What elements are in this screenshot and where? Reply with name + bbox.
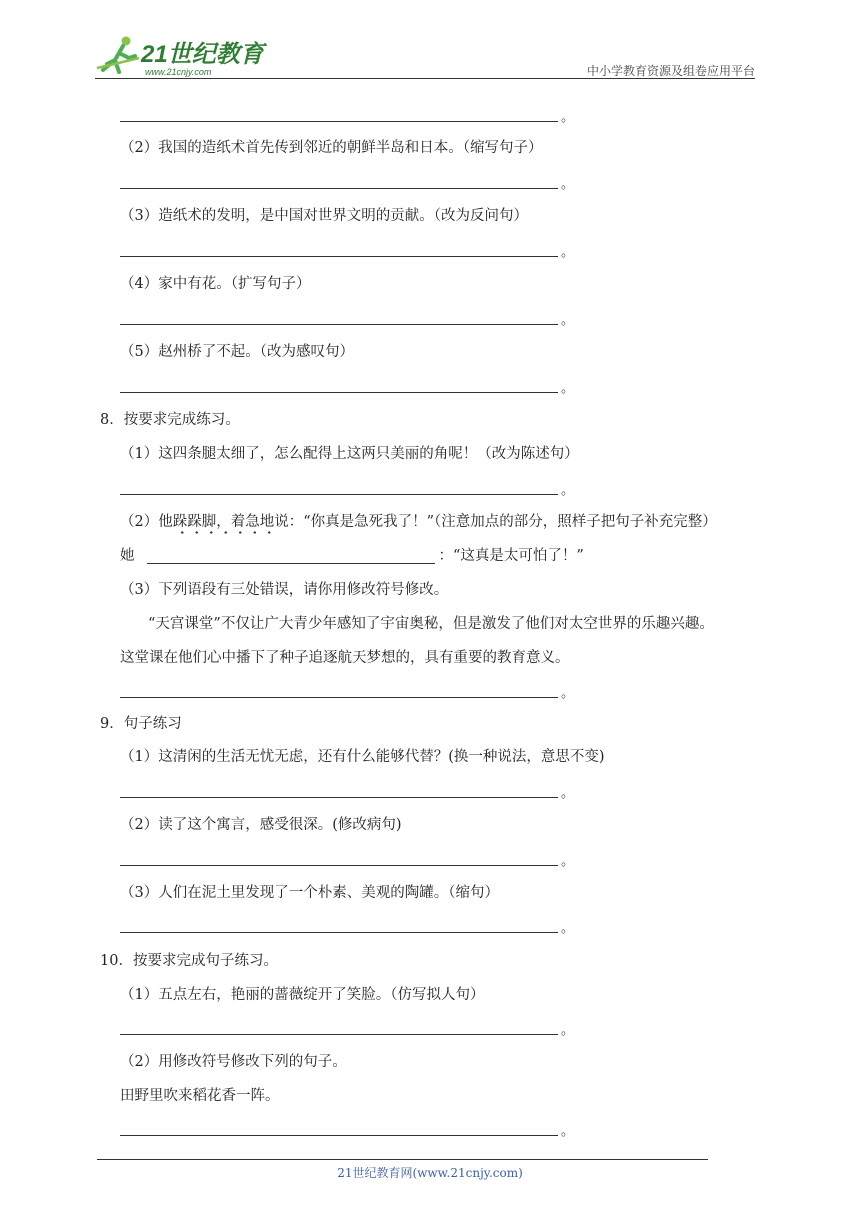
q8-sub2-end: ：“这真是太可怕了！” — [438, 548, 584, 564]
q8-sub2-pre: （2）他 — [120, 514, 173, 530]
q8-sub2-post: 说：“你真是急死我了！”（注意加点的部分，照样子把句子补充完整） — [274, 514, 717, 530]
answer-line[interactable] — [120, 324, 558, 325]
period-mark: 。 — [561, 483, 575, 498]
q10-sub2: （2）用修改符号修改下列的句子。 — [120, 1054, 347, 1070]
period-mark: 。 — [561, 177, 575, 192]
answer-line[interactable] — [120, 1135, 558, 1136]
header-divider — [95, 78, 755, 79]
svg-text:www.21cnjy.com: www.21cnjy.com — [145, 67, 212, 77]
period-mark: 。 — [561, 381, 575, 396]
answer-line[interactable] — [120, 797, 558, 798]
logo-21cnjy — [95, 34, 275, 78]
q8-sub1: （1）这四条腿太细了，怎么配得上这两只美丽的角呢！（改为陈述句） — [120, 446, 579, 462]
q8-sub2-dotted: 跺跺脚，着急地 — [172, 514, 275, 530]
answer-line[interactable] — [120, 121, 558, 122]
q7-sub2: （2）我国的造纸术首先传到邻近的朝鲜半岛和日本。（缩写句子） — [120, 140, 543, 156]
period-mark: 。 — [561, 854, 575, 869]
period-mark: 。 — [561, 686, 575, 701]
q8-passage-line1: “天宫课堂”不仅让广大青少年感知了宇宙奥秘，但是激发了他们对太空世界的乐趣兴趣。 — [148, 616, 714, 632]
q7-sub5: （5）赵州桥了不起。（改为感叹句） — [120, 344, 354, 360]
answer-line[interactable] — [120, 256, 558, 257]
q9-sub2: （2）读了这个寓言，感受很深。(修改病句) — [120, 817, 402, 833]
period-mark: 。 — [561, 245, 575, 260]
q8-sub3: （3）下列语段有三处错误，请你用修改符号修改。 — [120, 582, 449, 598]
svg-text:21世纪教育: 21世纪教育 — [141, 41, 264, 68]
footer-link[interactable]: 21世纪教育网(www.21cnjy.com) — [337, 1166, 523, 1180]
q8-sub2 — [120, 512, 717, 532]
answer-line[interactable] — [120, 392, 558, 393]
answer-line[interactable] — [120, 865, 558, 866]
running-man-icon — [97, 37, 139, 73]
q7-sub3: （3）造纸术的发明，是中国对世界文明的贡献。（改为反问句） — [120, 208, 528, 224]
q8-sub2-fill — [120, 546, 584, 566]
page-header — [95, 26, 755, 80]
answer-line[interactable] — [120, 697, 558, 698]
period-mark: 。 — [561, 313, 575, 328]
period-mark: 。 — [561, 1023, 575, 1038]
q10-title: 10．按要求完成句子练习。 — [100, 953, 278, 969]
q9-sub1: （1）这清闲的生活无忧无虑，还有什么能够代替？(换一种说法，意思不变) — [120, 749, 605, 765]
platform-name: 中小学教育资源及组卷应用平台 — [586, 64, 755, 78]
q10-sub2-text: 田野里吹来稻花香一阵。 — [120, 1088, 280, 1104]
q8-title: 8．按要求完成练习。 — [100, 412, 240, 428]
answer-line[interactable] — [120, 1034, 558, 1035]
fill-blank-line[interactable] — [147, 563, 435, 564]
period-mark: 。 — [561, 921, 575, 936]
q7-sub4: （4）家中有花。（扩写句子） — [120, 276, 311, 292]
q9-sub3: （3）人们在泥土里发现了一个朴素、美观的陶罐。（缩句） — [120, 885, 499, 901]
answer-line[interactable] — [120, 932, 558, 933]
period-mark: 。 — [561, 786, 575, 801]
period-mark: 。 — [561, 110, 575, 125]
q10-sub1: （1）五点左右，艳丽的蔷薇绽开了笑脸。（仿写拟人句） — [120, 987, 485, 1003]
period-mark: 。 — [561, 1124, 575, 1139]
q8-sub2-she: 她 — [120, 548, 135, 564]
q8-passage-line2: 这堂课在他们心中播下了种子追逐航天梦想的，具有重要的教育意义。 — [120, 650, 570, 666]
answer-line[interactable] — [120, 494, 558, 495]
footer-divider — [97, 1159, 708, 1160]
q9-title: 9．句子练习 — [100, 716, 182, 732]
answer-line[interactable] — [120, 188, 558, 189]
